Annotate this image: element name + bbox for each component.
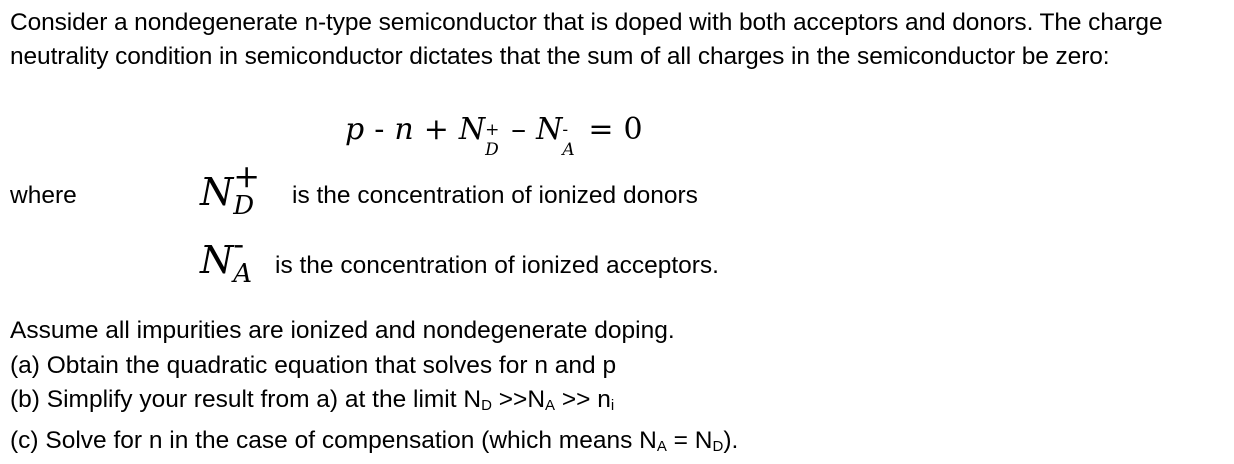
task-c-prefix: (c) Solve for n in the case of compensation (which means N [10, 426, 657, 454]
task-c-sub-d: D [712, 437, 724, 455]
eq-nd-sub: D [485, 140, 499, 160]
task-c-mid: = N [666, 426, 713, 454]
task-list [10, 314, 738, 464]
acceptor-definition: is the concentration of ionized acceptors. [275, 252, 719, 279]
eq-plus: + [423, 112, 449, 147]
task-b-sub-a: A [545, 397, 556, 414]
task-b-mid2: >> n [555, 386, 611, 413]
donor-symbol-sub: D [233, 191, 255, 221]
eq-na-scripts [562, 116, 578, 160]
donor-symbol [200, 157, 261, 221]
task-b [10, 383, 738, 424]
eq-n: n [394, 112, 414, 147]
donor-symbol-sup: + [233, 157, 261, 195]
task-c-suffix: ). [723, 426, 739, 454]
acceptor-symbol-scripts [233, 225, 257, 289]
task-b-sub-d: D [481, 397, 492, 414]
task-c [10, 424, 738, 464]
task-a: (a) Obtain the quadratic equation that solves for n and p [10, 351, 617, 379]
eq-na-sub: A [562, 140, 575, 160]
eq-na-sup: - [562, 120, 569, 140]
eq-minus-2: – [511, 112, 527, 147]
eq-p: p [345, 112, 365, 147]
acceptor-symbol [200, 225, 257, 289]
eq-equals: = [588, 112, 614, 147]
eq-zero: 0 [623, 112, 643, 147]
problem-intro: Consider a nondegenerate n-type semiconductor that is doped with both acceptors and donors. The charge neutrality condition in semiconductor dictates that the sum of all charges in the semiconductor be zero: [10, 9, 1163, 70]
charge-neutrality-equation [345, 110, 643, 160]
donor-symbol-scripts [233, 157, 261, 221]
eq-nd-sup: + [485, 120, 500, 140]
donor-symbol-base: N [200, 170, 234, 214]
task-b-mid: >>N [491, 386, 546, 413]
acceptor-symbol-sup: - [233, 225, 245, 263]
eq-minus: - [374, 112, 385, 147]
task-b-prefix: (b) Simplify your result from a) at the limit N [10, 386, 482, 413]
where-label: where [10, 182, 77, 209]
donor-definition: is the concentration of ionized donors [292, 182, 698, 209]
acceptor-symbol-base: N [200, 238, 234, 282]
task-c-sub-a: A [656, 437, 667, 455]
task-b-sub-i: i [610, 397, 615, 414]
eq-nd-base: N [458, 112, 486, 147]
acceptor-symbol-sub: A [233, 259, 253, 289]
eq-nd-scripts [485, 116, 501, 160]
eq-na-base: N [536, 112, 563, 147]
assumption-line: Assume all impurities are ionized and nondegenerate doping. [10, 317, 675, 344]
